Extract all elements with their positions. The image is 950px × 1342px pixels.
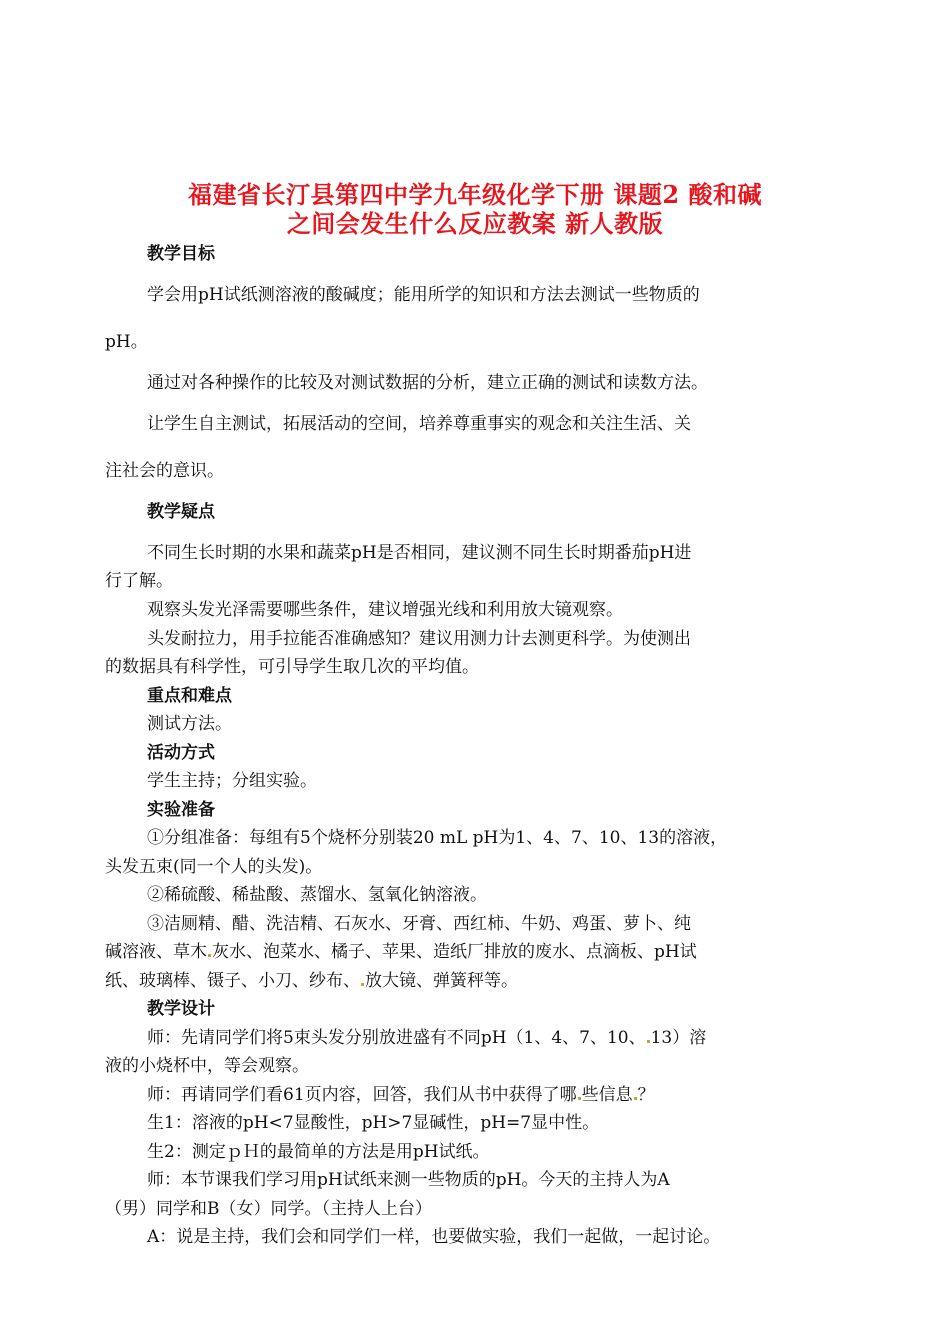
design-1-line-2: 液的小烧杯中，等会观察。 (105, 1056, 309, 1076)
prep-1-line-1: ①分组准备：每组有5个烧杯分别装20 mL pH为1、4、7、10、13的溶液， (147, 828, 728, 848)
design-4: 生2：测定ｐＨ的最简单的方法是用pH试纸。 (147, 1142, 490, 1162)
document-title-line-2: 之间会发生什么反应教案 新人教版 (286, 209, 664, 238)
prep-3-line-3-part-2: 放大镜、弹簧秤等。 (365, 971, 518, 991)
prep-3-line-2 (105, 940, 697, 964)
doubt-3-line-1: 头发耐拉力，用手拉能否准确感知？建议用测力计去测更科学。为使测出 (147, 629, 691, 649)
section-heading-design: 教学设计 (147, 999, 215, 1019)
design-3: 生1：溶液的pH<7显酸性，pH>7显碱性，pH=7显中性。 (147, 1113, 600, 1133)
marker-dot (578, 1097, 581, 1100)
design-6: A：说是主持，我们会和同学们一样，也要做实验，我们一起做，一起讨论。 (147, 1227, 721, 1247)
design-1-part-2: 13）溶 (650, 1028, 707, 1048)
doubt-1-line-1: 不同生长时期的水果和蔬菜pH是否相同，建议测不同生长时期番茄pH进 (147, 543, 692, 563)
design-2-part-3: ？ (637, 1085, 655, 1105)
prep-3-line-2-part-2: 灰水、泡菜水、橘子、苹果、造纸厂排放的废水、点滴板、pH试 (212, 942, 697, 962)
doubt-1-line-2: 行了解。 (105, 571, 173, 591)
key-points-text: 测试方法。 (147, 714, 232, 734)
doubt-3-line-2: 的数据具有科学性，可引导学生取几次的平均值。 (105, 657, 479, 677)
design-5-line-2: （男）同学和B（女）同学。（主持人上台） (105, 1199, 432, 1219)
document-title-line-1: 福建省长汀县第四中学九年级化学下册 课题2 酸和碱 (188, 180, 762, 209)
section-heading-key-points: 重点和难点 (147, 686, 232, 706)
section-heading-activity: 活动方式 (147, 743, 215, 763)
marker-dot (647, 1040, 650, 1043)
prep-3-line-1: ③洁厕精、醋、洗洁精、石灰水、牙膏、西红柿、牛奶、鸡蛋、萝卜、纯 (147, 914, 691, 934)
marker-dot (208, 954, 211, 957)
design-5-line-1: 师：本节课我们学习用pH试纸来测一些物质的pH。今天的主持人为A (147, 1170, 670, 1190)
objective-1-line-1: 学会用pH试纸测溶液的酸碱度；能用所学的知识和方法去测试一些物质的 (147, 285, 700, 305)
section-heading-objectives: 教学目标 (147, 244, 215, 264)
marker-dot (634, 1097, 637, 1100)
prep-3-line-3 (105, 969, 518, 993)
objective-1-line-2: pH。 (105, 332, 148, 352)
objective-3-line-2: 注社会的意识。 (105, 461, 224, 481)
design-2 (147, 1083, 655, 1107)
marker-dot (361, 983, 364, 986)
prep-3-line-2-part-1: 碱溶液、草木 (105, 942, 207, 962)
prep-2: ②稀硫酸、稀盐酸、蒸馏水、氢氧化钠溶液。 (147, 885, 487, 905)
design-1-line-1 (147, 1026, 706, 1050)
design-1-part-1: 师：先请同学们将5束头发分别放进盛有不同pH（1、4、7、10、 (147, 1028, 646, 1048)
doubt-2: 观察头发光泽需要哪些条件，建议增强光线和利用放大镜观察。 (147, 600, 623, 620)
design-2-part-1: 师：再请同学们看61页内容，回答，我们从书中获得了哪 (147, 1085, 577, 1105)
design-2-part-2: 些信息 (581, 1085, 633, 1105)
activity-text: 学生主持；分组实验。 (147, 771, 317, 791)
prep-1-line-2: 头发五束(同一个人的头发)。 (105, 857, 323, 877)
objective-2: 通过对各种操作的比较及对测试数据的分析，建立正确的测试和读数方法。 (147, 373, 708, 393)
section-heading-doubts: 教学疑点 (147, 502, 215, 522)
objective-3-line-1: 让学生自主测试，拓展活动的空间，培养尊重事实的观念和关注生活、关 (147, 414, 691, 434)
section-heading-preparation: 实验准备 (147, 800, 215, 820)
prep-3-line-3-part-1: 纸、玻璃棒、镊子、小刀、纱布、 (105, 971, 360, 991)
